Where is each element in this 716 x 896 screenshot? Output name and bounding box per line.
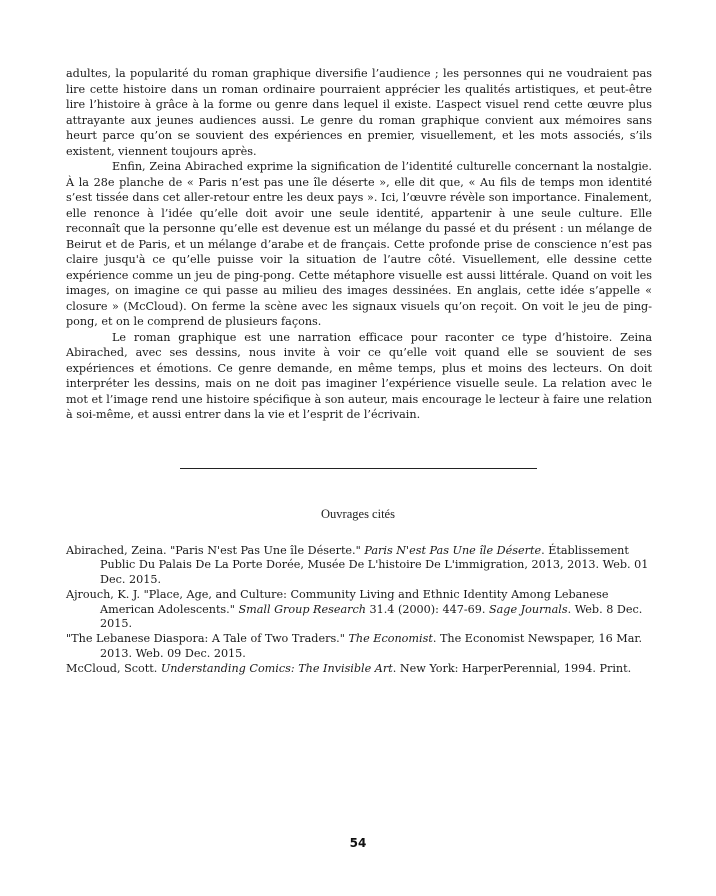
essay-body xyxy=(66,66,652,423)
reference-entry xyxy=(66,632,656,661)
reference-entry xyxy=(66,544,656,587)
reference-title: The Economist xyxy=(348,632,433,646)
section-divider xyxy=(180,468,537,469)
reference-text: Abirached, Zeina. "Paris N'est Pas Une île Déserte." xyxy=(66,544,365,557)
works-cited-list xyxy=(66,544,656,678)
paragraph-continued: adultes, la popularité du roman graphique diversifie l’audience ; les personnes qui ne voudraient pas lire cette histoire dans un roman ordinaire pourraient apprécier les qualités artistiques, et peut-être lire l’histoire à grâce à la forme ou genre dans lequel il existe. L’aspect visuel rend cette œuvre plus attrayante aux jeunes audiences aussi. Le genre du roman graphique convient aux mémoires sans heurt parce qu’on se souvient des expériences en premier, visuellement, et les mots associés, s’ils existent, viennent toujours après. xyxy=(66,67,652,158)
paragraph-identity: Enfin, Zeina Abirached exprime la signification de l’identité culturelle concernant la nostalgie. À la 28e planche de « Paris n’est pas une île déserte », elle dit que, « Au fils de temps mon identité s’est tissée dans cet aller-retour entre les deux pays ». Ici, l’œuvre révèle son importance. Finalement, elle renonce à l’idée qu’elle doit avoir une seule identité, appartenir à une seule culture. Elle reconnaît que la personne qu’elle est devenue est un mélange du passé et du présent : un mélange de Beirut et de Paris, et un mélange d’arabe et de français. Cette profonde prise de conscience n’est pas claire jusqu'à ce qu’elle puisse voir la situation de l’autre côté. Visuellement, elle dessine cette expérience comme un jeu de ping-pong. Cette métaphore visuelle est aussi littérale. Quand on voit les images, on imagine ce qui passe au milieu des images dessinées. En anglais, cette idée s’appelle « closure » (McCloud). On ferme la scène avec les signaux visuels qu’on reçoit. On voit le jeu de ping-pong, et on le comprend de plusieurs façons. xyxy=(66,160,652,328)
reference-title: Paris N'est Pas Une île Déserte xyxy=(364,544,542,557)
reference-text: McCloud, Scott. xyxy=(66,662,161,676)
reference-text: Ajrouch, K. J. "Place, Age, and Culture: Community Living and Ethnic Identity Among Lebanese American Adolescents." xyxy=(66,588,609,616)
reference-text: . Établissement Public Du Palais De La Porte Dorée, Musée De L'histoire De L'immigration, 2013, 2013. Web. 01 Dec. 2015. xyxy=(100,544,649,586)
works-cited-heading: Ouvrages cités xyxy=(321,507,395,521)
reference-title: Sage Journals xyxy=(488,602,568,616)
paragraph-conclusion: Le roman graphique est une narration efficace pour raconter ce type d’histoire. Zeina Abirached, avec ses dessins, nous invite à voir ce qu’elle voit quand elle se souvient de ses expériences et émotions. Ce genre demande, en même temps, plus et moins des lecteurs. On doit interpréter les dessins, mais on ne doit pas imaginer l’expérience visuelle seule. La relation avec le mot et l’image rend une histoire spécifique à son auteur, mais encourage le lecteur à faire une relation à soi-même, et aussi entrer dans la vie et l’esprit de l’écrivain. xyxy=(66,330,652,421)
reference-text: "The Lebanese Diaspora: A Tale of Two Traders." xyxy=(66,632,349,646)
reference-title: Understanding Comics: The Invisible Art xyxy=(160,662,393,676)
reference-text: . New York: HarperPerennial, 1994. Print. xyxy=(392,662,632,676)
reference-title: Small Group Research xyxy=(238,602,366,616)
reference-entry xyxy=(66,662,656,676)
reference-entry xyxy=(66,588,656,631)
reference-text: . The Economist Newspaper, 16 Mar. 2013. Web. 09 Dec. 2015. xyxy=(100,632,643,660)
page-number: 54 xyxy=(349,836,367,850)
reference-text: 31.4 (2000): 447-69. xyxy=(365,602,489,616)
reference-text: . Web. 8 Dec. 2015. xyxy=(100,602,643,631)
